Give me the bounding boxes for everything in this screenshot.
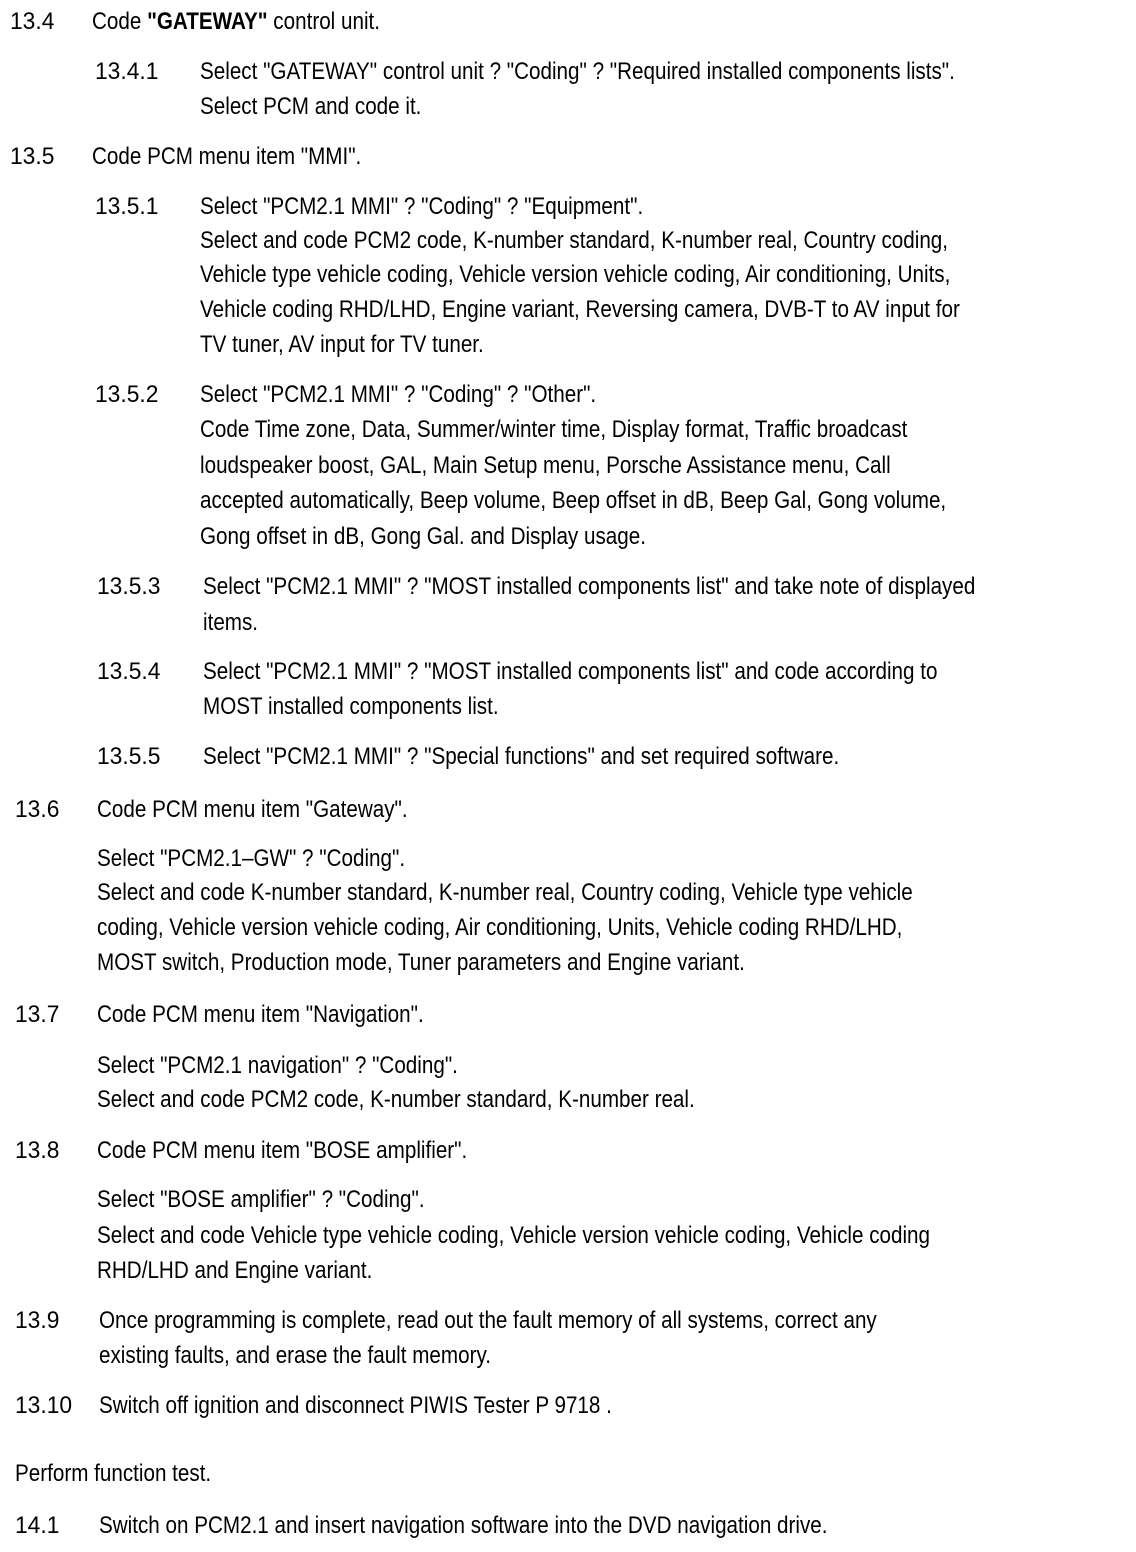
step-line: Select "PCM2.1 MMI" ? "Special functions" and set required software. xyxy=(203,743,840,770)
section-heading: Perform function test. xyxy=(15,1460,212,1487)
step-line: Select and code Vehicle type vehicle coding, Vehicle version vehicle coding, Vehicle coding xyxy=(97,1222,931,1249)
step-line: RHD/LHD and Engine variant. xyxy=(97,1257,373,1284)
step-line: Select "PCM2.1 MMI" ? "MOST installed components list" and take note of displayed xyxy=(203,573,976,600)
step-number: 13.5.5 xyxy=(97,743,161,770)
step-line: Select "PCM2.1 MMI" ? "Coding" ? "Equipment". xyxy=(200,193,644,220)
step-number: 13.5.4 xyxy=(97,658,161,685)
step-line: existing faults, and erase the fault memory. xyxy=(99,1342,491,1369)
step-line: Switch off ignition and disconnect PIWIS Tester P 9718 . xyxy=(99,1392,612,1419)
step-heading: Code PCM menu item "Navigation". xyxy=(97,1001,424,1028)
step-number: 13.5.2 xyxy=(95,381,159,408)
step-line: Select "GATEWAY" control unit ? "Coding" ? "Required installed components lists". xyxy=(200,58,955,85)
step-line: Select "PCM2.1 navigation" ? "Coding". xyxy=(97,1052,458,1079)
step-number: 13.4.1 xyxy=(95,58,159,85)
step-number: 14.1 xyxy=(15,1512,60,1539)
step-number: 13.7 xyxy=(15,1001,60,1028)
bold-text: "GATEWAY" xyxy=(147,8,268,35)
step-line: Select "BOSE amplifier" ? "Coding". xyxy=(97,1186,425,1213)
step-line: MOST switch, Production mode, Tuner parameters and Engine variant. xyxy=(97,949,745,976)
step-line: Vehicle type vehicle coding, Vehicle version vehicle coding, Air conditioning, Units, xyxy=(200,261,951,288)
step-number: 13.6 xyxy=(15,796,60,823)
step-line: items. xyxy=(203,609,259,636)
text: control unit. xyxy=(267,8,381,35)
step-heading: Code PCM menu item "BOSE amplifier". xyxy=(97,1137,468,1164)
step-number: 13.10 xyxy=(15,1392,73,1419)
step-number: 13.5.3 xyxy=(97,573,161,600)
step-line: Switch on PCM2.1 and insert navigation software into the DVD navigation drive. xyxy=(99,1512,828,1539)
step-line: TV tuner, AV input for TV tuner. xyxy=(200,331,484,358)
step-line: Select and code PCM2 code, K-number standard, K-number real, Country coding, xyxy=(200,227,949,254)
step-line: coding, Vehicle version vehicle coding, Air conditioning, Units, Vehicle coding RHD/LHD, xyxy=(97,914,903,941)
step-line: Select "PCM2.1 MMI" ? "MOST installed components list" and code according to xyxy=(203,658,938,685)
step-line: loudspeaker boost, GAL, Main Setup menu, Porsche Assistance menu, Call xyxy=(200,452,891,479)
step-line: Select "PCM2.1 MMI" ? "Coding" ? "Other". xyxy=(200,381,597,408)
step-heading xyxy=(92,7,380,37)
step-line: Select and code K-number standard, K-number real, Country coding, Vehicle type vehicle xyxy=(97,879,913,906)
step-line: Gong offset in dB, Gong Gal. and Display usage. xyxy=(200,523,646,550)
step-line: Once programming is complete, read out the fault memory of all systems, correct any xyxy=(99,1307,877,1334)
step-number: 13.5 xyxy=(10,143,55,170)
step-line: Vehicle coding RHD/LHD, Engine variant, Reversing camera, DVB-T to AV input for xyxy=(200,296,960,323)
step-number: 13.5.1 xyxy=(95,193,159,220)
step-line: Code Time zone, Data, Summer/winter time, Display format, Traffic broadcast xyxy=(200,416,908,443)
step-line: Select and code PCM2 code, K-number standard, K-number real. xyxy=(97,1086,695,1113)
step-line: Select "PCM2.1–GW" ? "Coding". xyxy=(97,845,406,872)
step-number: 13.8 xyxy=(15,1137,60,1164)
step-line: MOST installed components list. xyxy=(203,693,499,720)
step-number: 13.4 xyxy=(10,8,55,35)
step-heading: Code PCM menu item "Gateway". xyxy=(97,796,408,823)
step-line: accepted automatically, Beep volume, Beep offset in dB, Beep Gal, Gong volume, xyxy=(200,487,947,514)
step-line: Select PCM and code it. xyxy=(200,93,422,120)
text: Code xyxy=(92,8,148,35)
step-heading: Code PCM menu item "MMI". xyxy=(92,143,362,170)
step-number: 13.9 xyxy=(15,1307,60,1334)
